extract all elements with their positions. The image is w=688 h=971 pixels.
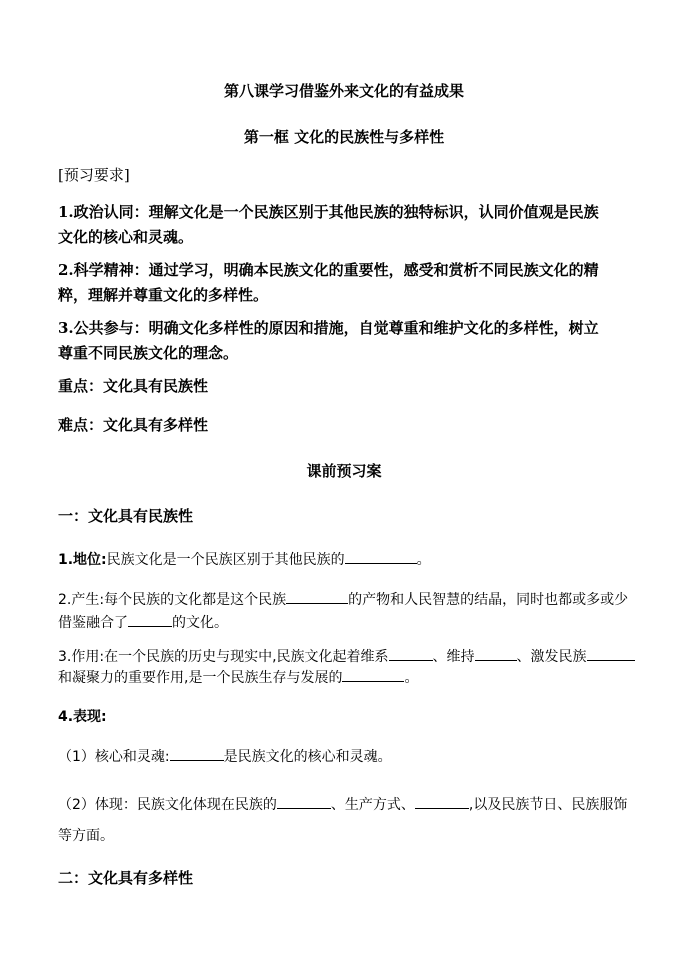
sub-item-2-text-b: 、生产方式、: [330, 797, 415, 813]
item-2-blank-1[interactable]: [286, 589, 348, 604]
key-point: 重点：文化具有民族性: [58, 377, 209, 395]
item-3-line-2: [58, 667, 418, 689]
item-2-line2-b: 的文化。: [172, 615, 228, 631]
lesson-title: 第八课学习借鉴外来文化的有益成果: [223, 82, 464, 100]
item-2-text-b: 的产物和人民智慧的结晶，同时也都或多或少: [348, 592, 629, 608]
requirement-1-line-1: 1.政治认同：理解文化是一个民族区别于其他民族的独特标识，认同价值观是民族: [58, 203, 599, 221]
requirement-3-line-2: 尊重不同民族文化的理念。: [58, 344, 239, 362]
item-1: [58, 549, 431, 571]
difficult-point: 难点：文化具有多样性: [58, 416, 209, 434]
item-3-line2-a: 和凝聚力的重要作用,是一个民族生存与发展的: [58, 670, 343, 686]
sub-item-2-blank-2[interactable]: [415, 794, 469, 809]
item-2-lead: 2.产生:: [58, 592, 105, 608]
item-2-line-2: [58, 612, 228, 634]
requirement-2-line-2: 粹，理解并尊重文化的多样性。: [58, 286, 269, 304]
item-2-line-1: [58, 589, 628, 611]
section-subtitle: 第一框 文化的民族性与多样性: [243, 128, 445, 146]
item-3-blank-4[interactable]: [342, 667, 404, 682]
item-3-text-b: 、维持: [432, 649, 475, 665]
part-1-heading: 一：文化具有民族性: [58, 507, 194, 525]
sub-item-2-text-a: （2）体现：民族文化体现在民族的: [58, 797, 277, 813]
item-3-blank-3[interactable]: [587, 646, 635, 661]
item-4-lead: 4.表现:: [58, 709, 107, 725]
sub-item-1: [58, 746, 392, 768]
item-1-blank[interactable]: [345, 549, 417, 564]
item-2-blank-2[interactable]: [128, 612, 172, 627]
item-3-lead: 3.作用:: [58, 649, 105, 665]
sub-item-1-blank[interactable]: [170, 746, 224, 761]
item-2-text-a: 每个民族的文化都是这个民族: [104, 592, 287, 608]
preview-section-title: 课前预习案: [306, 462, 382, 480]
item-4: [58, 706, 107, 728]
item-2-line2-a: 借鉴融合了: [58, 615, 128, 631]
sub-item-2-blank-1[interactable]: [277, 794, 331, 809]
sub-item-2-line-1: [58, 794, 627, 816]
sub-item-2-text-c: ,以及民族节日、民族服饰: [468, 797, 628, 813]
item-3-text-a: 在一个民族的历史与现实中,民族文化起着维系: [104, 649, 389, 665]
item-3-line-1: [58, 646, 635, 668]
requirement-3-line-1: 3.公共参与：明确文化多样性的原因和措施，自觉尊重和维护文化的多样性，树立: [58, 319, 599, 337]
item-3-text-c: 、激发民族: [516, 649, 587, 665]
item-3-line2-b: 。: [404, 670, 419, 686]
item-1-lead: 1.地位:: [58, 552, 107, 568]
item-1-text: 民族文化是一个民族区别于其他民族的: [106, 552, 345, 568]
sub-item-1-text-b: 是民族文化的核心和灵魂。: [223, 749, 392, 765]
item-3-blank-1[interactable]: [389, 646, 433, 661]
sub-item-1-text-a: （1）核心和灵魂:: [58, 749, 170, 765]
item-3-blank-2[interactable]: [475, 646, 517, 661]
sub-item-2-line-2: 等方面。: [58, 828, 114, 844]
requirement-2-line-1: 2.科学精神：通过学习，明确本民族文化的重要性，感受和赏析不同民族文化的精: [58, 261, 599, 279]
requirements-heading: [预习要求]: [58, 166, 130, 184]
part-2-heading: 二：文化具有多样性: [58, 869, 194, 887]
requirement-1-line-2: 文化的核心和灵魂。: [58, 228, 194, 246]
item-1-end: 。: [416, 552, 431, 568]
